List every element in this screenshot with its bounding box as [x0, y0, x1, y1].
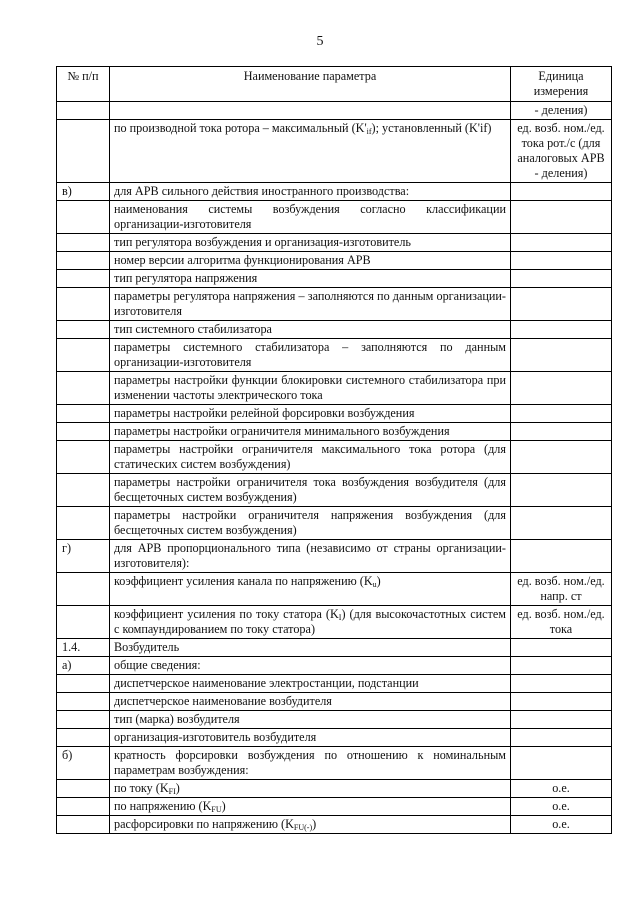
table-row — [57, 657, 612, 675]
unit-of-measure — [511, 540, 612, 573]
parameter-name — [110, 606, 511, 639]
parameter-name — [110, 120, 511, 183]
parameter-name — [110, 816, 511, 834]
parameter-text: по току (K — [114, 781, 169, 795]
table-row — [57, 639, 612, 657]
parameter-text: общие сведения: — [114, 658, 201, 672]
table-row — [57, 474, 612, 507]
table-row — [57, 183, 612, 201]
unit-of-measure — [511, 657, 612, 675]
parameter-text: диспетчерское наименование возбудителя — [114, 694, 332, 708]
row-number — [57, 321, 110, 339]
parameter-text: параметры настройки релейной форсировки возбуждения — [114, 406, 415, 420]
parameter-text: параметры настройки ограничителя минимального возбуждения — [114, 424, 450, 438]
unit-of-measure — [511, 729, 612, 747]
unit-of-measure — [511, 201, 612, 234]
unit-of-measure — [511, 675, 612, 693]
table-row — [57, 693, 612, 711]
parameter-name — [110, 711, 511, 729]
row-number: а) — [57, 657, 110, 675]
table-row — [57, 711, 612, 729]
table-row — [57, 606, 612, 639]
parameter-text: наименования системы возбуждения согласно классификации организации-изготовителя — [114, 202, 506, 231]
table-row — [57, 816, 612, 834]
row-number — [57, 120, 110, 183]
unit-of-measure — [511, 372, 612, 405]
unit-of-measure: - деления) — [511, 102, 612, 120]
parameter-name — [110, 474, 511, 507]
table-row — [57, 372, 612, 405]
parameters-table — [56, 66, 612, 834]
parameter-text: параметры системного стабилизатора – заполняются по данным организации-изготовителя — [114, 340, 506, 369]
table-row — [57, 321, 612, 339]
parameter-name — [110, 102, 511, 120]
table-row — [57, 729, 612, 747]
parameter-text: по напряжению (K — [114, 799, 212, 813]
table-row — [57, 507, 612, 540]
unit-of-measure: ед. возб. ном./ед. тока рот./с (для аналоговых АРВ - деления) — [511, 120, 612, 183]
row-number — [57, 675, 110, 693]
parameter-text: кратность форсировки возбуждения по отношению к номинальным параметрам возбуждения: — [114, 748, 506, 777]
parameter-subscript: FU — [211, 805, 222, 814]
parameter-name — [110, 507, 511, 540]
parameter-name — [110, 573, 511, 606]
row-number — [57, 270, 110, 288]
unit-of-measure — [511, 405, 612, 423]
parameter-text-end: ) — [376, 574, 381, 588]
parameter-text-end: ) — [175, 781, 180, 795]
row-number — [57, 798, 110, 816]
parameter-text: тип системного стабилизатора — [114, 322, 272, 336]
parameter-subscript: if — [366, 127, 372, 136]
table-row — [57, 747, 612, 780]
parameter-name — [110, 321, 511, 339]
parameter-name — [110, 372, 511, 405]
table-row — [57, 573, 612, 606]
parameter-text: параметры настройки ограничителя максимального тока ротора (для статических систем возбуждения) — [114, 442, 506, 471]
unit-of-measure — [511, 183, 612, 201]
parameter-text: тип регулятора возбуждения и организация-изготовитель — [114, 235, 411, 249]
parameter-text-end: ) — [312, 817, 317, 831]
parameter-text: Возбудитель — [114, 640, 180, 654]
parameter-text: параметры настройки ограничителя тока возбуждения возбудителя (для бесщеточных систем возбуждения) — [114, 475, 506, 504]
unit-of-measure — [511, 507, 612, 540]
parameter-name — [110, 423, 511, 441]
parameter-text: параметры регулятора напряжения – заполняются по данным организации-изготовителя — [114, 289, 506, 318]
parameter-name — [110, 270, 511, 288]
table-row — [57, 675, 612, 693]
row-number — [57, 693, 110, 711]
parameter-text: параметры настройки функции блокировки системного стабилизатора при изменении частоты электрического тока — [114, 373, 506, 402]
unit-of-measure — [511, 711, 612, 729]
table-row — [57, 405, 612, 423]
parameter-text: коэффициент усиления канала по напряжению (K — [114, 574, 373, 588]
row-number — [57, 288, 110, 321]
parameter-name — [110, 252, 511, 270]
parameter-text: расфорсировки по напряжению (K — [114, 817, 294, 831]
unit-of-measure — [511, 252, 612, 270]
parameter-text: параметры настройки ограничителя напряжения возбуждения (для бесщеточных систем возбуждения) — [114, 508, 506, 537]
table-row — [57, 798, 612, 816]
row-number — [57, 606, 110, 639]
parameter-name — [110, 201, 511, 234]
table-row — [57, 540, 612, 573]
table-row — [57, 288, 612, 321]
parameter-name — [110, 339, 511, 372]
unit-of-measure — [511, 234, 612, 252]
parameter-subscript: u — [372, 580, 377, 589]
parameter-text: диспетчерское наименование электростанции, подстанции — [114, 676, 419, 690]
parameter-name — [110, 441, 511, 474]
row-number — [57, 711, 110, 729]
unit-of-measure — [511, 288, 612, 321]
row-number: в) — [57, 183, 110, 201]
parameter-name — [110, 540, 511, 573]
row-number — [57, 507, 110, 540]
table-row — [57, 120, 612, 183]
row-number — [57, 474, 110, 507]
row-number — [57, 201, 110, 234]
table-row — [57, 423, 612, 441]
parameter-name — [110, 234, 511, 252]
row-number — [57, 573, 110, 606]
unit-of-measure: о.е. — [511, 798, 612, 816]
parameter-text-end: ); установленный (K'if) — [371, 121, 492, 135]
unit-of-measure: о.е. — [511, 780, 612, 798]
unit-of-measure — [511, 747, 612, 780]
row-number — [57, 252, 110, 270]
table-header-row — [57, 67, 612, 102]
unit-of-measure — [511, 693, 612, 711]
parameter-name — [110, 183, 511, 201]
unit-of-measure — [511, 639, 612, 657]
parameter-name — [110, 288, 511, 321]
parameter-name — [110, 780, 511, 798]
table-row — [57, 234, 612, 252]
parameter-text: для АРВ сильного действия иностранного производства: — [114, 184, 410, 198]
parameter-subscript: I — [338, 613, 342, 622]
parameter-text: номер версии алгоритма функционирования АРВ — [114, 253, 371, 267]
parameter-subscript: FU(-) — [293, 823, 313, 832]
row-number: 1.4. — [57, 639, 110, 657]
unit-of-measure — [511, 339, 612, 372]
page-number: 5 — [316, 34, 324, 49]
row-number — [57, 729, 110, 747]
table-row — [57, 102, 612, 120]
table-row — [57, 252, 612, 270]
table-row — [57, 339, 612, 372]
unit-of-measure — [511, 321, 612, 339]
unit-of-measure — [511, 474, 612, 507]
table-row — [57, 201, 612, 234]
row-number — [57, 102, 110, 120]
row-number — [57, 816, 110, 834]
parameter-text: организация-изготовитель возбудителя — [114, 730, 317, 744]
parameter-text: тип (марка) возбудителя — [114, 712, 240, 726]
unit-of-measure — [511, 441, 612, 474]
parameter-text: для АРВ пропорционального типа (независимо от страны организации-изготовителя): — [114, 541, 506, 570]
row-number — [57, 441, 110, 474]
parameter-name — [110, 657, 511, 675]
parameter-name — [110, 798, 511, 816]
parameter-name — [110, 639, 511, 657]
table-row — [57, 270, 612, 288]
row-number — [57, 339, 110, 372]
header-unit: Единица измерения — [511, 67, 612, 102]
parameter-name — [110, 729, 511, 747]
parameter-name — [110, 675, 511, 693]
row-number — [57, 423, 110, 441]
table-row — [57, 441, 612, 474]
unit-of-measure — [511, 423, 612, 441]
parameter-text-end: ) (для высокочастотных систем с компаундированием по току статора) — [114, 607, 506, 636]
row-number — [57, 405, 110, 423]
parameter-text: по производной тока ротора – максимальный (K' — [114, 121, 367, 135]
parameter-text: тип регулятора напряжения — [114, 271, 258, 285]
unit-of-measure: ед. возб. ном./ед. тока — [511, 606, 612, 639]
unit-of-measure — [511, 270, 612, 288]
parameter-name — [110, 747, 511, 780]
parameter-name — [110, 693, 511, 711]
header-num: № п/п — [57, 67, 110, 102]
row-number: г) — [57, 540, 110, 573]
unit-of-measure: ед. возб. ном./ед. напр. ст — [511, 573, 612, 606]
row-number — [57, 372, 110, 405]
unit-of-measure: о.е. — [511, 816, 612, 834]
row-number — [57, 234, 110, 252]
parameter-text-end: ) — [221, 799, 226, 813]
row-number: б) — [57, 747, 110, 780]
header-name: Наименование параметра — [110, 67, 511, 102]
parameter-text: коэффициент усиления по току статора (K — [114, 607, 339, 621]
parameter-name — [110, 405, 511, 423]
parameter-subscript: FI — [168, 787, 176, 796]
row-number — [57, 780, 110, 798]
table-row — [57, 780, 612, 798]
